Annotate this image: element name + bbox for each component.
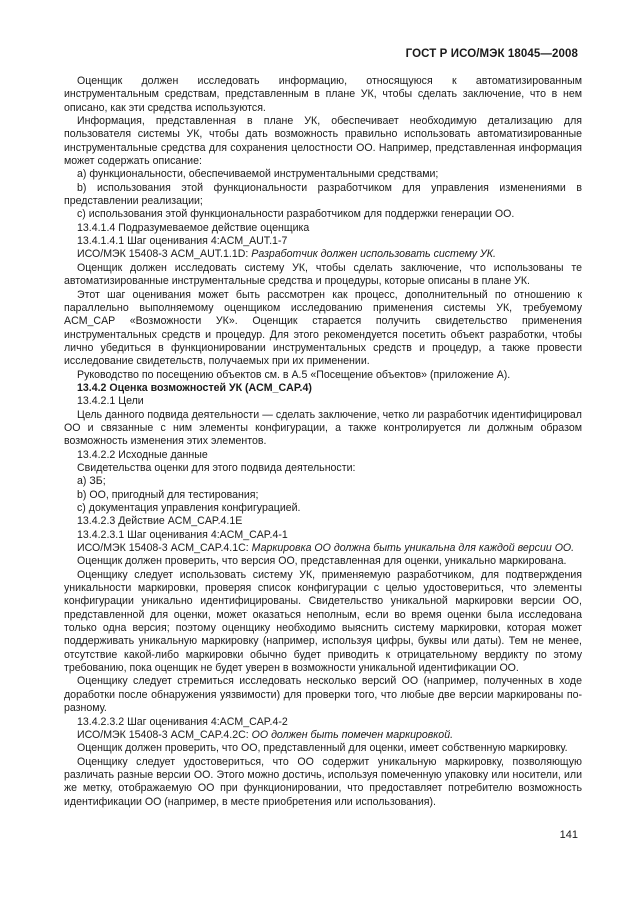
section-heading: 13.4.2.3.2 Шаг оценивания 4:ACM_CAP.4-2 bbox=[77, 715, 288, 728]
standard-header: ГОСТ Р ИСО/МЭК 18045—2008 bbox=[405, 48, 578, 60]
paragraph: Оценщик должен проверить, что версия ОО, представленная для оценки, уникально маркирована. bbox=[77, 555, 567, 568]
paragraph: Этот шаг оценивания может быть рассмотрен как процесс, дополнительный по отношению к параллельно выполняемому оценщиком исследованию применения системы УК, требуемому ACM_CAP «Возможности УК». Оценщик старается получить свидетельство применения инструментальных средств и процедур. Для этого рекомендуется посетить объект разработки, чтобы лично убедиться в функционировании инструментальных средств и процедур, а также провести исследование свидетельств, получаемых при их применении. bbox=[64, 288, 582, 368]
requirement-italic: Маркировка ОО должна быть уникальна для каждой версии ОО. bbox=[251, 542, 575, 555]
section-heading: 13.4.2.3.1 Шаг оценивания 4:ACM_CAP.4-1 bbox=[77, 528, 288, 541]
page-number: 141 bbox=[559, 829, 578, 841]
paragraph: Оценщику следует использовать систему УК, применяемую разработчиком, для подтверждения уникальности маркировки, проверяя список конфигурации с целью удостовериться, что элементы конфигурации уникально идентифицированы. Свидетельство уникальной маркировки версии ОО, представленной для оценки, может оказаться неполным, если во время оценки была исследована только одна версия; поэтому оценщику необходимо выяснить систему маркировки, которая может поддерживать уникальную маркировку (например, используя цифры, буквы или даты). Тем не менее, отсутствие какой-либо маркировки обычно будет приводить к отрицательному вердикту по этому требованию, пока оценщик не будет уверен в возможности уникальной идентификации ОО. bbox=[64, 568, 582, 675]
requirement: ИСО/МЭК 15408-3 ACM_CAP.4.2C: ОО должен быть помечен маркировкой. bbox=[77, 728, 454, 741]
list-item: b) ОО, пригодный для тестирования; bbox=[77, 488, 259, 501]
list-item: а) функциональности, обеспечиваемой инструментальными средствами; bbox=[77, 168, 439, 181]
section-heading: 13.4.1.4.1 Шаг оценивания 4:ACM_AUT.1-7 bbox=[77, 235, 288, 248]
paragraph: Информация, представленная в плане УК, обеспечивает необходимую детализацию для пользователя системы УК, чтобы дать возможность правильно использовать автоматизированные инструментальные средства для сохранения целостности ОО. Например, представленная информация может содержать описание: bbox=[64, 115, 582, 168]
section-heading: 13.4.2.2 Исходные данные bbox=[77, 448, 208, 461]
bold-section-heading: 13.4.2 Оценка возможностей УК (ACM_CAP.4) bbox=[77, 381, 312, 394]
paragraph: Оценщик должен исследовать информацию, относящуюся к автоматизированным инструментальным средствам, представленным в плане УК, чтобы сделать заключение, что в нем описано, как эти средства используются. bbox=[64, 75, 582, 114]
list-item: с) использования этой функциональности разработчиком для поддержки генерации ОО. bbox=[77, 208, 515, 221]
paragraph: Оценщику следует удостовериться, что ОО содержит уникальную маркировку, позволяющую различать разные версии ОО. Этого можно достичь, используя помеченную упаковку или носители, или же метку, отображаемую ОО при функционировании, что предоставляет потребителю возможность идентификации ОО (например, в месте приобретения или использования). bbox=[64, 755, 582, 808]
paragraph: Руководство по посещению объектов см. в А.5 «Посещение объектов» (приложение А). bbox=[77, 368, 511, 381]
list-item: с) документация управления конфигурацией. bbox=[77, 502, 301, 514]
list-item: а) ЗБ; bbox=[77, 475, 106, 488]
requirement-italic: Разработчик должен использовать систему УК. bbox=[251, 248, 496, 261]
paragraph: Свидетельства оценки для этого подвида деятельности: bbox=[77, 461, 356, 474]
paragraph: Оценщику следует стремиться исследовать несколько версий ОО (например, полученных в ходе доработки после обнаружения уязвимости) для проверки того, что любые две версии маркированы по-разному. bbox=[64, 675, 582, 715]
paragraph: Цель данного подвида деятельности — сделать заключение, четко ли разработчик идентифицировал ОО и связанные с ним элементы конфигурации, а также контролируется ли должным образом возможность изменения этих элементов. bbox=[64, 408, 582, 448]
section-heading: 13.4.1.4 Подразумеваемое действие оценщика bbox=[77, 221, 310, 234]
list-item: b) использования этой функциональности разработчиком для управления изменениями в представлении реализации; bbox=[64, 181, 582, 208]
requirement: ИСО/МЭК 15408-3 ACM_CAP.4.1C: Маркировка ОО должна быть уникальна для каждой версии ОО. bbox=[77, 542, 575, 555]
section-heading: 13.4.2.1 Цели bbox=[77, 395, 144, 408]
paragraph: Оценщик должен проверить, что ОО, представленный для оценки, имеет собственную маркировку. bbox=[77, 742, 568, 755]
document-body bbox=[64, 75, 582, 809]
requirement: ИСО/МЭК 15408-3 ACM_AUT.1.1D: Разработчик должен использовать систему УК. bbox=[77, 248, 496, 261]
paragraph: Оценщик должен исследовать систему УК, чтобы сделать заключение, что использованы те автоматизированные инструментальные средства и процедуры, которые описаны в плане УК. bbox=[64, 261, 582, 288]
requirement-italic: ОО должен быть помечен маркировкой. bbox=[251, 728, 454, 741]
section-heading: 13.4.2.3 Действие ACM_CAP.4.1E bbox=[77, 515, 243, 528]
